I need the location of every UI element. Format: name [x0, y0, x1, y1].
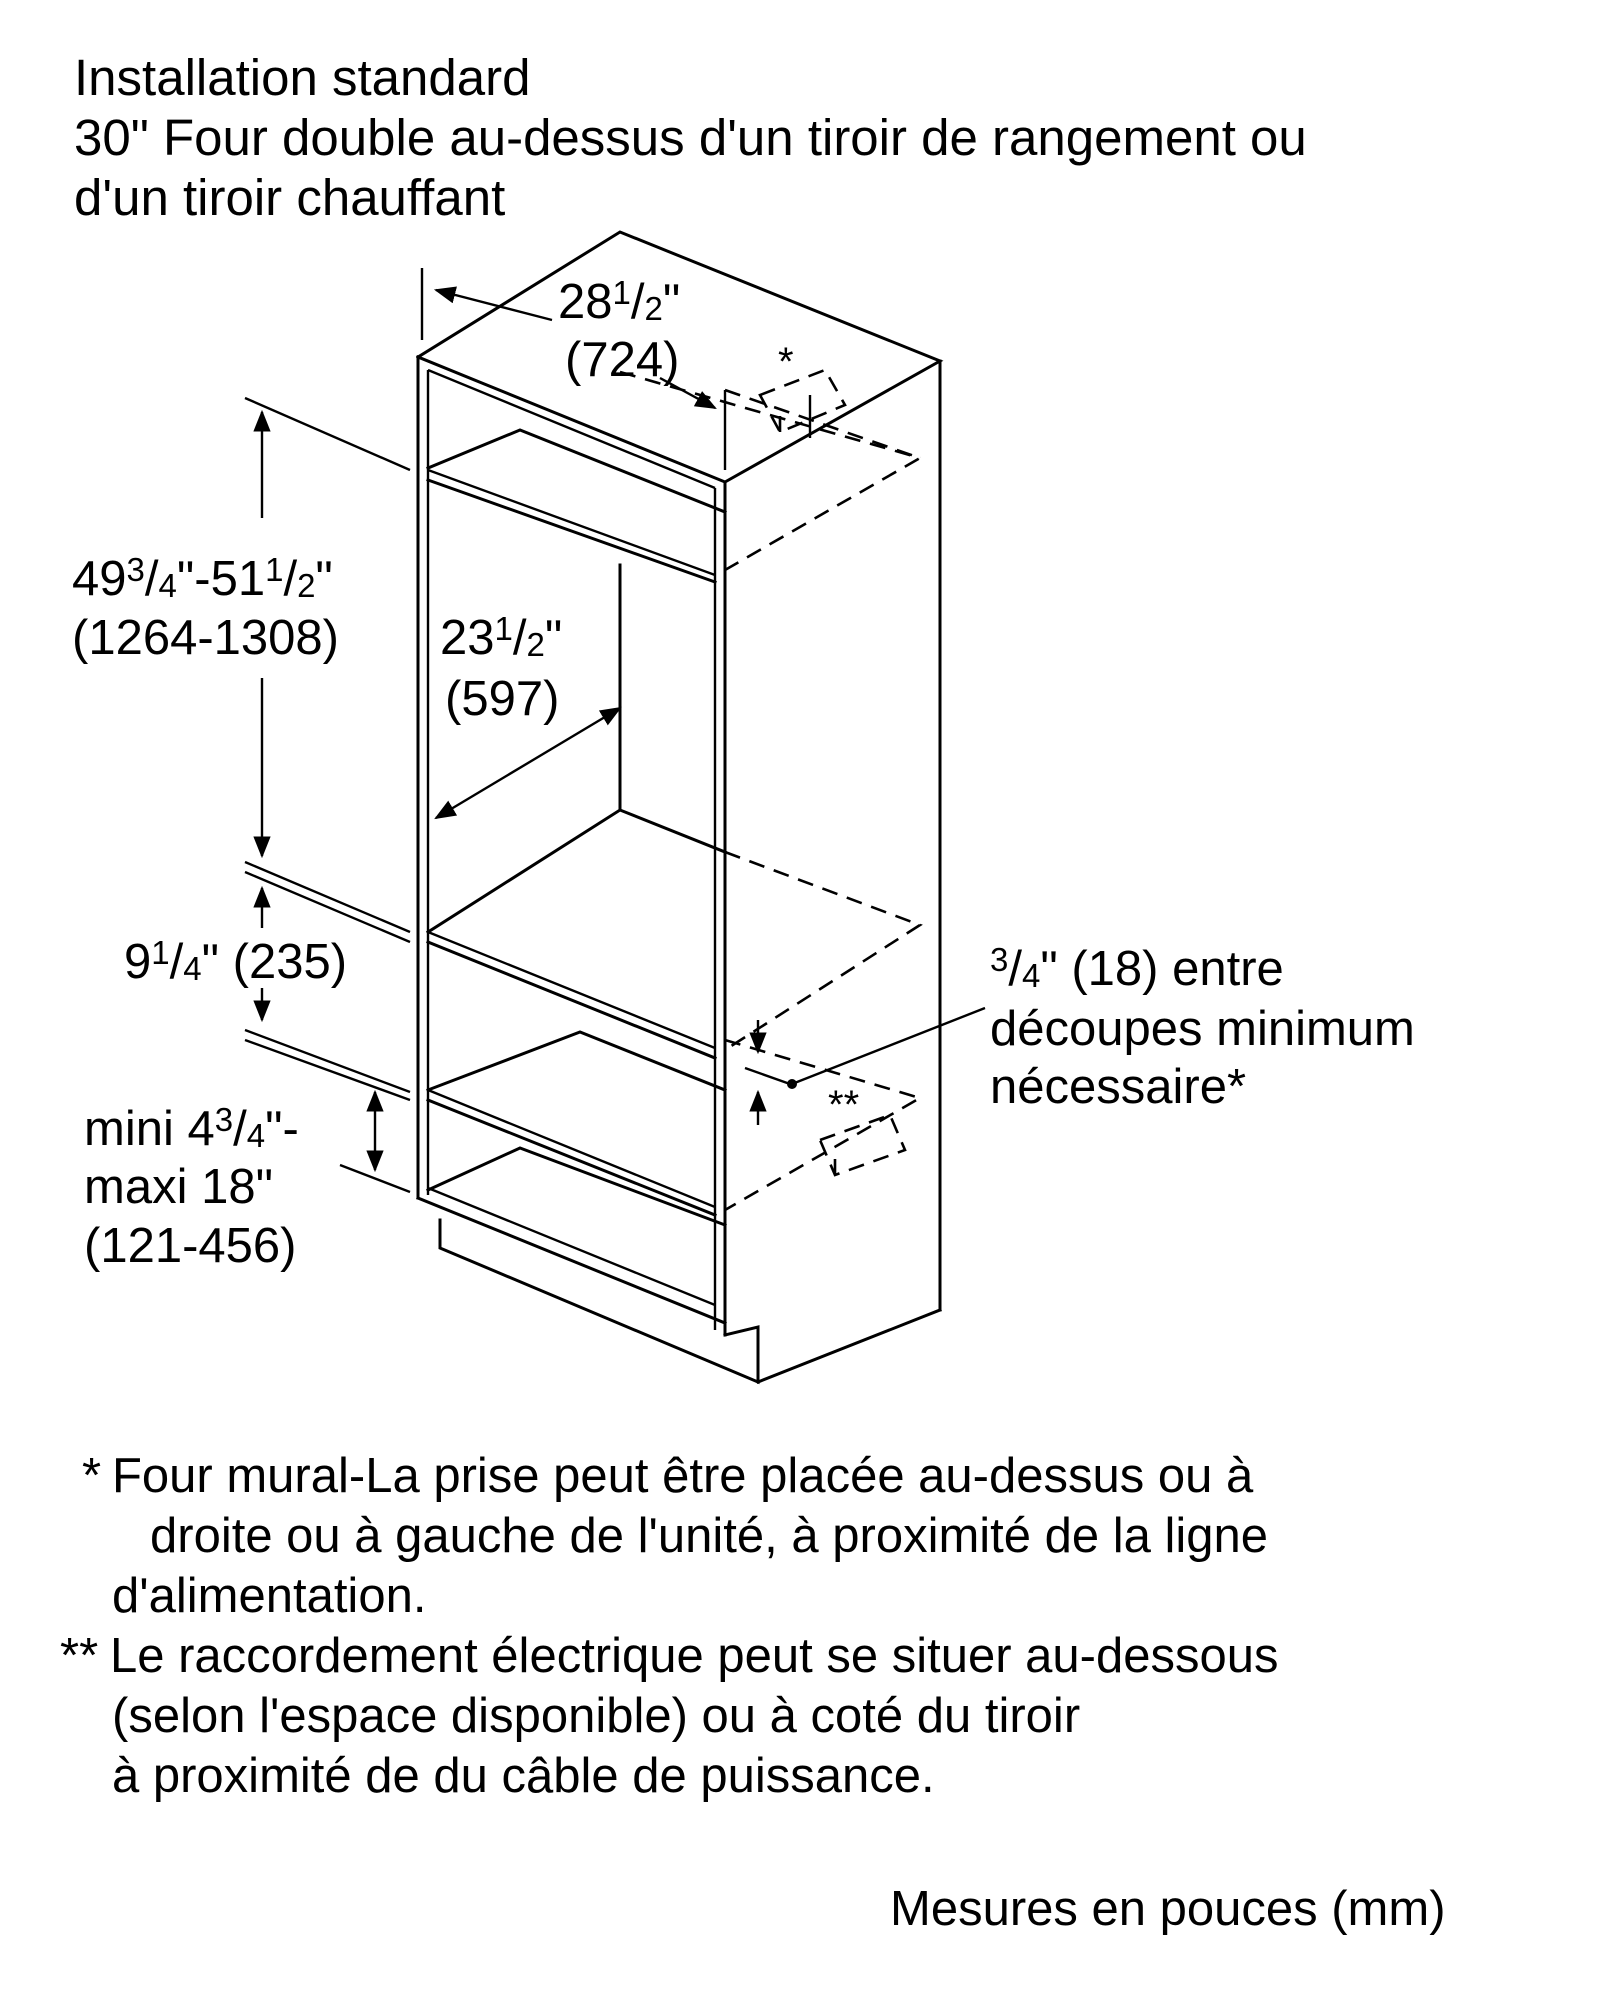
spacing-label-line-3: nécessaire*	[990, 1060, 1247, 1114]
footnote-1-line-2: droite ou à gauche de l'unité, à proximité de la ligne	[150, 1509, 1269, 1563]
bottom-mm-label: (121-456)	[84, 1219, 297, 1273]
footnote-1-mark: *	[82, 1449, 102, 1503]
footnote-2-line-2: (selon l'espace disponible) ou à coté du tiroir	[112, 1689, 1081, 1743]
spacing-label-line-2: découpes minimum	[990, 1002, 1415, 1056]
spacing-label-line-1: $^3/_4$" (18) entre	[990, 941, 1284, 996]
cabinet-outline	[418, 232, 940, 1382]
bottom-min-label: mini $4^3/_4"-$	[84, 1101, 299, 1156]
bottom-max-label: maxi 18"	[84, 1160, 273, 1214]
footnote-2-line-1: Le raccordement électrique peut se situer au-dessous	[110, 1629, 1279, 1683]
units-note: Mesures en pouces (mm)	[890, 1882, 1446, 1936]
height-dimension-label: $49^3/_4"-51^1/_2$"	[72, 551, 333, 606]
footnote-2-line-3: à proximité de du câble de puissance.	[112, 1749, 935, 1803]
width-dimension-mm: (724)	[565, 333, 680, 387]
diagram-title-line-1: Installation standard	[74, 49, 531, 106]
outlet-marker-single: *	[778, 340, 794, 384]
cabinet-shelves	[428, 430, 725, 1225]
diagram-title-line-3: d'un tiroir chauffant	[74, 169, 506, 226]
height-dimension-mm: (1264-1308)	[72, 611, 339, 665]
diagram-title-line-2: 30" Four double au-dessus d'un tiroir de rangement ou	[74, 109, 1307, 166]
footnote-2-mark: **	[60, 1629, 99, 1683]
outlet-marker-double: **	[828, 1083, 860, 1127]
width-dimension-label: $28^1/_2$"	[558, 274, 681, 329]
footnote-1-line-1: Four mural-La prise peut être placée au-dessus ou à	[112, 1449, 1254, 1503]
dimension-arrow-icon	[245, 268, 985, 1192]
hidden-lines	[620, 372, 920, 1210]
depth-dimension-label: $23^1/_2$"	[440, 610, 563, 665]
footnote-1-line-3: d'alimentation.	[112, 1569, 427, 1623]
drawer-gap-label: $9^1/_4$" (235)	[124, 934, 348, 989]
depth-dimension-mm: (597)	[445, 672, 560, 726]
